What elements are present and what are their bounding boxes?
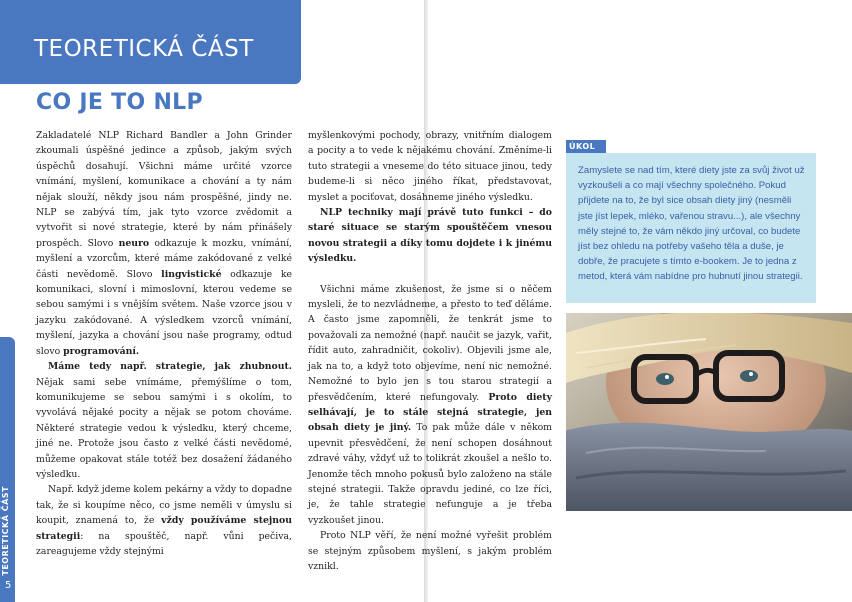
paragraph <box>308 205 552 267</box>
side-section-tab <box>0 337 15 602</box>
bold-term: lingvistické <box>161 268 222 280</box>
bold-term: programování. <box>63 345 140 357</box>
text-run: : na spouštěč, např. vůni pečiva, zareagujeme vždy stejnými <box>36 530 292 557</box>
paragraph <box>308 528 552 574</box>
bold-term: NLP techniky mají právě tuto funkci – do staré situace se starým spouštěčem vnesou novou strategii a díky tomu dojdete i k jinému výsledku. <box>308 207 552 265</box>
task-label: ÚKOL <box>566 140 606 153</box>
text-run: Nějak sami sebe vnímáme, přemýšlíme o tom, komunikujeme se sebou samými i s okolím, to vyvolává nějaké pocity a nějak se potom chováme. Některé strategie vedou k výsledku, který chceme, jiné ne. Protože jsou často z velké části nevědomé, můžeme opakovat stále totéž bez dosažení žádaného výsledku. <box>36 376 292 480</box>
task-text: Zamyslete se nad tím, které diety jste za svůj život už vyzkoušeli a co mají všechny společného. Pokud přijdete na to, že byl sice obsah diety jiný (nesměli jste jíst lepek, mléko, vařenou stravu...), ale všechny měly stejné to, že vám někdo jiný určoval, co budete jíst bez ohledu na potřeby vašeho těla a duše, je dobře, že pracujete s tímto e-bookem. Je to jedna z metod, která vám nabídne pro hubnutí jinou strategii. <box>578 165 805 283</box>
paragraph <box>308 282 552 529</box>
text-run: To pak může dále v někom upevnit přesvědčení, že není schopen dosáhnout zdravé váhy, vždyť už to tolikrát zkoušel a nešlo to. Jenomže těch mnoho pokusů bylo založeno na stále stejné strategii. Takže opravdu jediné, co lze říci, je, že tahle strategie nefunguje a je třeba vyzkoušet jinou. <box>308 422 552 526</box>
text-run: odkazuje k mozku, vnímání, myšlení a vzorcům, které máme zakódované z velké části nevědomě. Slovo <box>36 237 292 280</box>
bold-term: Máme tedy např. strategie, jak zhubnout. <box>48 361 292 373</box>
section-title-bar <box>0 0 301 84</box>
text-run: odkazuje ke komunikaci, slovní i mimoslovní, kterou vedeme se sebou samými i s vnějším světem. Naše vzorce jsou v jazyku zakódované. A výsledkem vzorců vnímání, myšlení, jazyka a chování jsou naše programy, odtud slovo <box>36 268 293 357</box>
text-column-2 <box>308 128 552 574</box>
text-run: Všichni máme zkušenost, že jsme si o něčem mysleli, že to nezvládneme, a přesto to teď děláme. A často jsme zapomněli, že tenkrát jsme to považovali za nemožné (např. naučit se jazyk, vařit, řídit auto, zahradničit, cokoliv). Objevili jsme ale, jak na to, a když toto objevíme, není nic nemožné. Nemožné to bylo jen s tou starou strategií a přesvědčením, které nefungovaly. <box>308 283 552 403</box>
bold-term: neuro <box>118 237 150 249</box>
paragraph <box>36 128 292 359</box>
section-title: TEORETICKÁ ČÁST <box>34 36 254 62</box>
side-section-label: TEORETICKÁ ČÁST <box>1 486 10 576</box>
text-run: Zakladatelé NLP Richard Bandler a John Grinder zkoumali úspěšné jedince a způsob, jakým svých úspěchů dosahují. Všichni máme určité vzorce vnímání, myšlení, komunikace a chování a ty nám nějak slouží, někdy jsou nám prospěšné, jindy ne. NLP se zabývá tím, jak tyto vzorce zvědomit a vytvořit si nové strategie, které by nám přinášely prospěch. Slovo <box>36 130 292 249</box>
paragraph <box>36 359 292 482</box>
bold-term: Proto diety selhávají, je to stále stejná strategie, jen obsah diety je jiný. <box>308 391 553 434</box>
bold-term: vždy používáme stejnou strategii <box>36 515 292 542</box>
text-run: Proto NLP věří, že není možné vyřešit problém se stejným způsobem myšlení, s jakým problém vznikl. <box>308 530 552 572</box>
text-run: myšlenkovými pochody, obrazy, vnitřním dialogem a pocity a to vede k nějakému chování. Změníme-li tuto strategii a vneseme do této situace jinou, tedy budeme-li si něco jiného říkat, představovat, myslet a pociťovat, dosáhneme jiného výsledku. <box>308 130 552 203</box>
paragraph <box>308 128 552 205</box>
task-box <box>566 153 816 303</box>
text-run: Např. když jdeme kolem pekárny a vždy to dopadne tak, že si koupíme něco, co jsme neměli v úmyslu si koupit, znamená to, že <box>36 484 292 527</box>
photo-illustration <box>566 313 852 511</box>
chapter-subtitle: CO JE TO NLP <box>36 90 203 115</box>
page-number: 5 <box>5 580 12 591</box>
paragraph <box>36 482 292 559</box>
text-column-1 <box>36 128 292 559</box>
woman-with-glasses-photo <box>566 313 852 511</box>
